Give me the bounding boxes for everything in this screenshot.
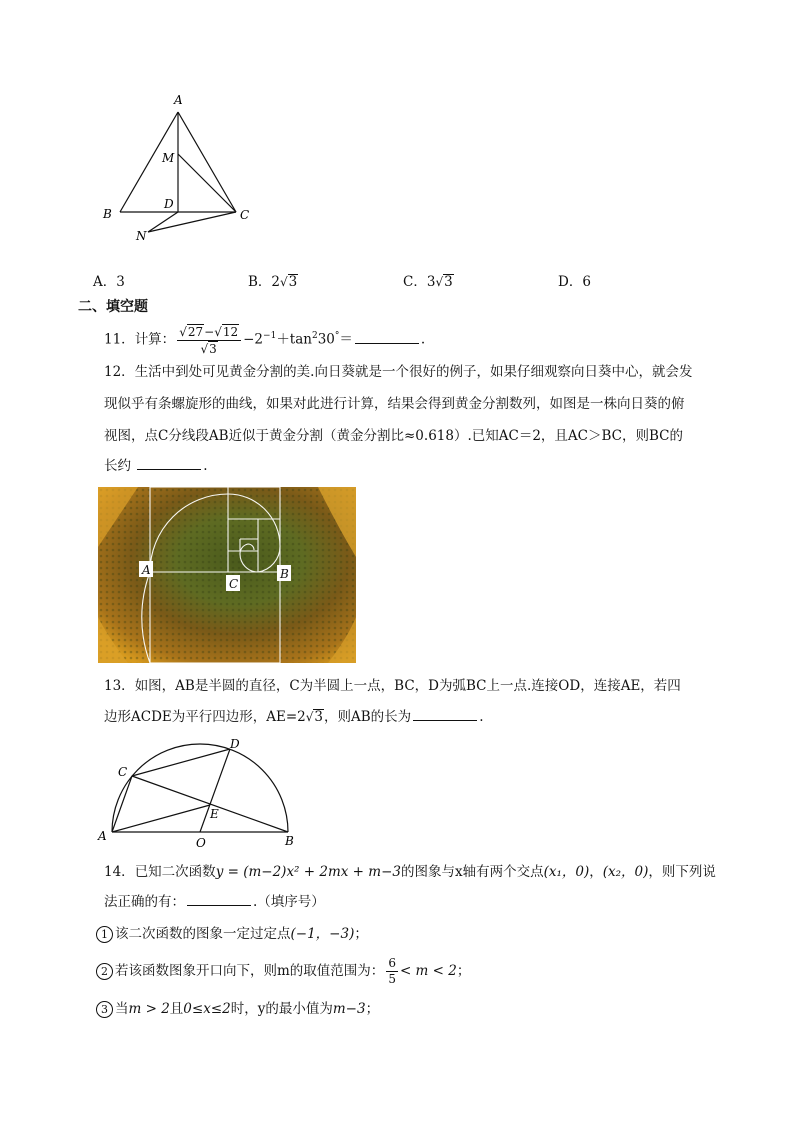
q12-text-1: 生活中到处可见黄金分割的美.向日葵就是一个很好的例子，如果仔细观察向日葵中心，就会发 (134, 364, 693, 380)
q14-item-1-end: ； (354, 926, 368, 942)
option-c-letter: C． (403, 274, 427, 290)
q13-number: 13． (104, 678, 135, 694)
option-d[interactable] (558, 270, 591, 290)
q14-line-2 (104, 893, 325, 911)
q14-item-3-text-c: 时，y的最小值为 (230, 1001, 333, 1017)
q13-text-2c: . (479, 709, 484, 725)
label-e: E (210, 807, 219, 821)
q14-item-1-text: 该二次函数的图象一定过定点 (115, 926, 291, 942)
q13-answer-blank[interactable] (413, 708, 477, 721)
label-a: A (174, 93, 183, 107)
option-b-value: 2 (271, 274, 281, 290)
q14-item-2-end: ； (456, 963, 471, 979)
q14-item-2-frac-num: 6 (388, 956, 396, 970)
label-d: D (230, 737, 240, 751)
option-c[interactable]: C．3√3 (403, 274, 453, 290)
section-heading: 二、填空题 (78, 299, 148, 315)
q14-answer-blank[interactable] (187, 893, 251, 906)
q13-line-1 (104, 677, 681, 695)
q12-text-4a: 长约 (104, 458, 136, 474)
q11-num-minus: − (204, 324, 215, 339)
q14-number: 14． (104, 864, 135, 880)
label-c: C (240, 208, 250, 222)
sunflower-photo (98, 487, 356, 663)
q11-tan-exp: 2 (311, 331, 318, 341)
label-c: C (118, 765, 128, 779)
q14-item-2 (96, 954, 470, 988)
option-b[interactable]: B．2√3 (248, 274, 298, 290)
q13-text-1: 如图，AB是半圆的直径，C为半圆上一点，BC，D为弧BC上一点.连接OD，连接AE，若四 (134, 678, 681, 694)
q14-sep: ， (589, 864, 603, 880)
q11-prefix: 计算： (134, 331, 176, 348)
segment-nc (148, 212, 236, 232)
q14-item-2-text: 若该函数图象开口向下，则m的取值范围为： (115, 963, 385, 979)
segment-ac (112, 776, 132, 832)
q14-item-2-math: < m < 2 (399, 963, 457, 979)
segment-ae (112, 805, 210, 832)
q11-angle: 30 (317, 331, 335, 348)
q14-item-3-math-3: m−3 (332, 1001, 366, 1017)
q11-answer-blank[interactable] (355, 331, 419, 344)
q13-radicand: 3 (314, 709, 324, 725)
question-11 (104, 318, 425, 354)
q14-line-1 (104, 863, 716, 881)
option-d-value: 6 (582, 274, 591, 290)
photo-label-a: A (142, 563, 151, 577)
q14-item-3-end: ； (365, 1001, 380, 1017)
triangle-figure (90, 88, 270, 248)
label-d: D (164, 197, 174, 211)
option-c-radicand: 3 (444, 274, 453, 290)
q12-line-2: 现似乎有条螺旋形的曲线，如果对此进行计算，结果会得到黄金分割数列，如图是一株向日葵的俯 (104, 396, 685, 412)
photo-label-b: B (280, 567, 289, 581)
q12-answer-blank[interactable] (137, 457, 201, 470)
q13-text-2b: ，则AB的长为 (324, 709, 412, 725)
q14-text-1b: 的图象与x轴有两个交点 (400, 864, 544, 880)
q11-num-a: 27 (187, 324, 204, 339)
q14-item-3-text-a: 当 (115, 1001, 129, 1017)
q13-text-2a: 边形ACDE为平行四边形，AE=2 (104, 709, 306, 725)
q12-line-3: 视图，点C分线段AB近似于黄金分割（黄金分割比≈0.618）.已知AC＝2，且AC＞BC，则BC的 (104, 428, 683, 444)
option-a[interactable] (93, 270, 125, 290)
q14-point-1: (x₁，0) (543, 864, 590, 880)
q14-item-2-fraction (386, 956, 398, 987)
q11-equals: ＝ (339, 331, 353, 348)
q14-text-1c: ，则下列说 (648, 864, 716, 880)
q11-end: . (420, 331, 426, 348)
q11-deg: ° (334, 331, 340, 341)
label-o: O (196, 836, 206, 850)
q11-plus-tan: ＋tan (276, 331, 312, 348)
option-b-radicand: 3 (288, 274, 298, 290)
label-n: N (136, 229, 147, 243)
photo-label-c: C (229, 577, 239, 591)
label-m: M (162, 151, 175, 165)
q11-rest-exp: −1 (263, 331, 277, 341)
q11-number: 11． (104, 331, 135, 348)
q12-line-1 (104, 363, 692, 381)
q13-line-2: 边形ACDE为平行四边形，AE=2√3，则AB的长为 . (104, 709, 484, 725)
q14-item-3-math: m > 2 (128, 1001, 170, 1017)
option-a-letter: A． (93, 274, 117, 290)
q14-item-1-mark: 1 (96, 926, 113, 943)
q14-item-1 (96, 925, 368, 943)
q12-number: 12． (104, 364, 135, 380)
q11-num-b: 12 (222, 324, 239, 339)
q14-item-3-mark: 3 (96, 1001, 113, 1018)
option-d-letter: D． (558, 274, 583, 290)
q14-text-2a: 法正确的有： (104, 894, 185, 910)
q11-fraction: $\frac{√27-√12}{√3}$ (177, 324, 241, 357)
q12-text-4b: . (203, 458, 208, 474)
label-a: A (98, 829, 107, 843)
q14-item-2-frac-den: 5 (388, 972, 396, 986)
option-a-value: 3 (116, 274, 125, 290)
q11-rest: −2 (243, 331, 264, 348)
q12-line-4 (104, 457, 208, 475)
q14-item-3-math-2: 0≤x≤2 (183, 1001, 231, 1017)
semicircle-figure (90, 732, 310, 852)
q14-item-3-text-mid: 且 (169, 1001, 184, 1017)
q14-item-2-mark: 2 (96, 963, 113, 980)
q11-den: 3 (209, 341, 217, 356)
q14-function: y = (m−2)x² + 2mx + m−3 (215, 864, 401, 880)
q14-item-1-math: (−1，−3) (290, 926, 355, 942)
q14-text-2b: .（填序号） (253, 894, 325, 910)
q14-point-2: (x₂，0) (602, 864, 649, 880)
q14-item-3 (96, 1000, 379, 1018)
label-b: B (103, 207, 112, 221)
q14-text-1a: 已知二次函数 (134, 864, 216, 880)
option-c-value: 3 (426, 274, 436, 290)
label-b: B (285, 834, 294, 848)
option-b-letter: B． (248, 274, 272, 290)
